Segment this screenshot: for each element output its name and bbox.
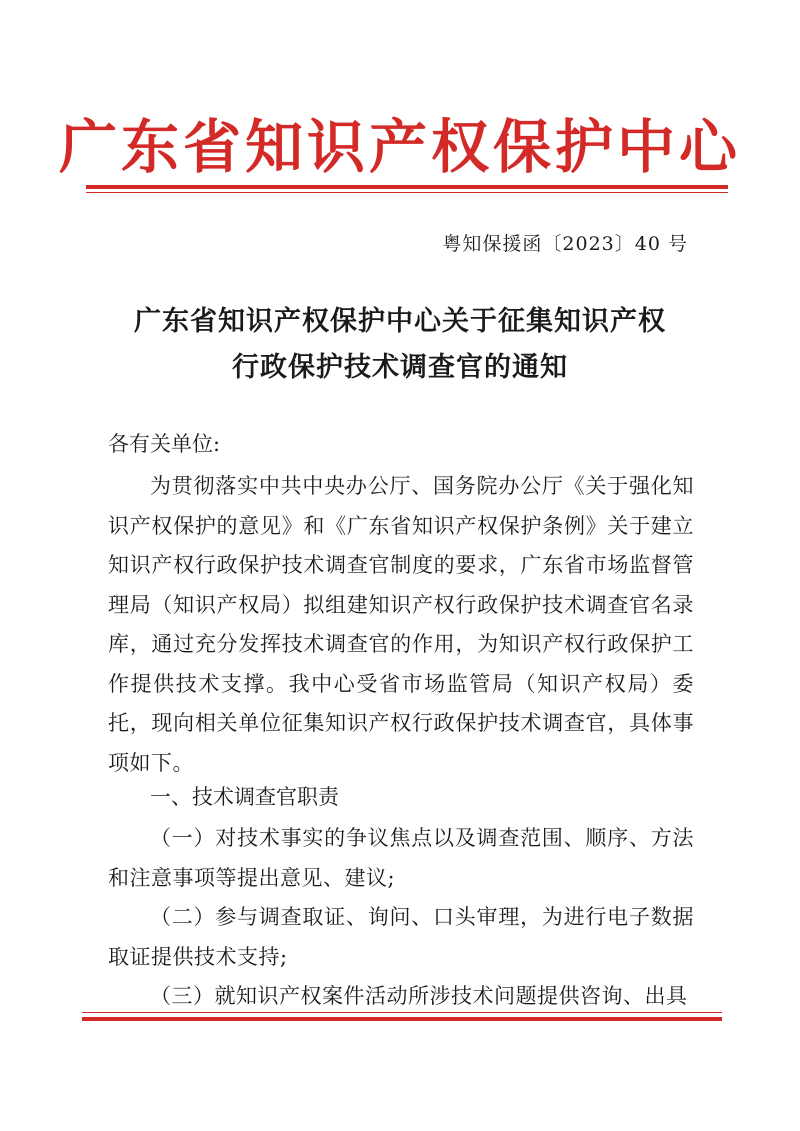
salutation: 各有关单位: (108, 432, 221, 456)
intro-paragraph: 为贯彻落实中共中央办公厅、国务院办公厅《关于强化知识产权保护的意见》和《广东省知识产权保护条例》关于建立知识产权行政保护技术调查官制度的要求，广东省市场监督管理局（知识产权局）拟组建知识产权行政保护技术调查官名录库，通过充分发挥技术调查官的作用，为知识产权行政保护工作提供技术支撑。我中心受省市场监管局（知识产权局）委托，现向相关单位征集知识产权行政保护技术调查官，具体事项如下。 (108, 474, 694, 775)
duty-item-3: （三）就知识产权案件活动所涉技术问题提供咨询、出具 (150, 984, 688, 1008)
footer-rule-thick (82, 1017, 722, 1021)
document-number: 粤知保援函〔2023〕40 号 (442, 233, 688, 255)
header-rule-thick (86, 185, 728, 189)
title-line-2: 行政保护技术调查官的通知 (232, 352, 568, 383)
duty-item-1: （一）对技术事实的争议焦点以及调查范围、顺序、方法和注意事项等提出意见、建议; (108, 826, 694, 890)
section-1-heading: 一、技术调查官职责 (150, 785, 339, 809)
duty-item-2: （二）参与调查取证、询问、口头审理，为进行电子数据取证提供技术支持; (108, 905, 694, 969)
footer-rule-thin (82, 1012, 722, 1013)
masthead-title: 广东省知识产权保护中心 (58, 113, 741, 181)
header-rule-thin (86, 192, 728, 193)
title-line-1: 广东省知识产权保护中心关于征集知识产权 (134, 306, 666, 337)
